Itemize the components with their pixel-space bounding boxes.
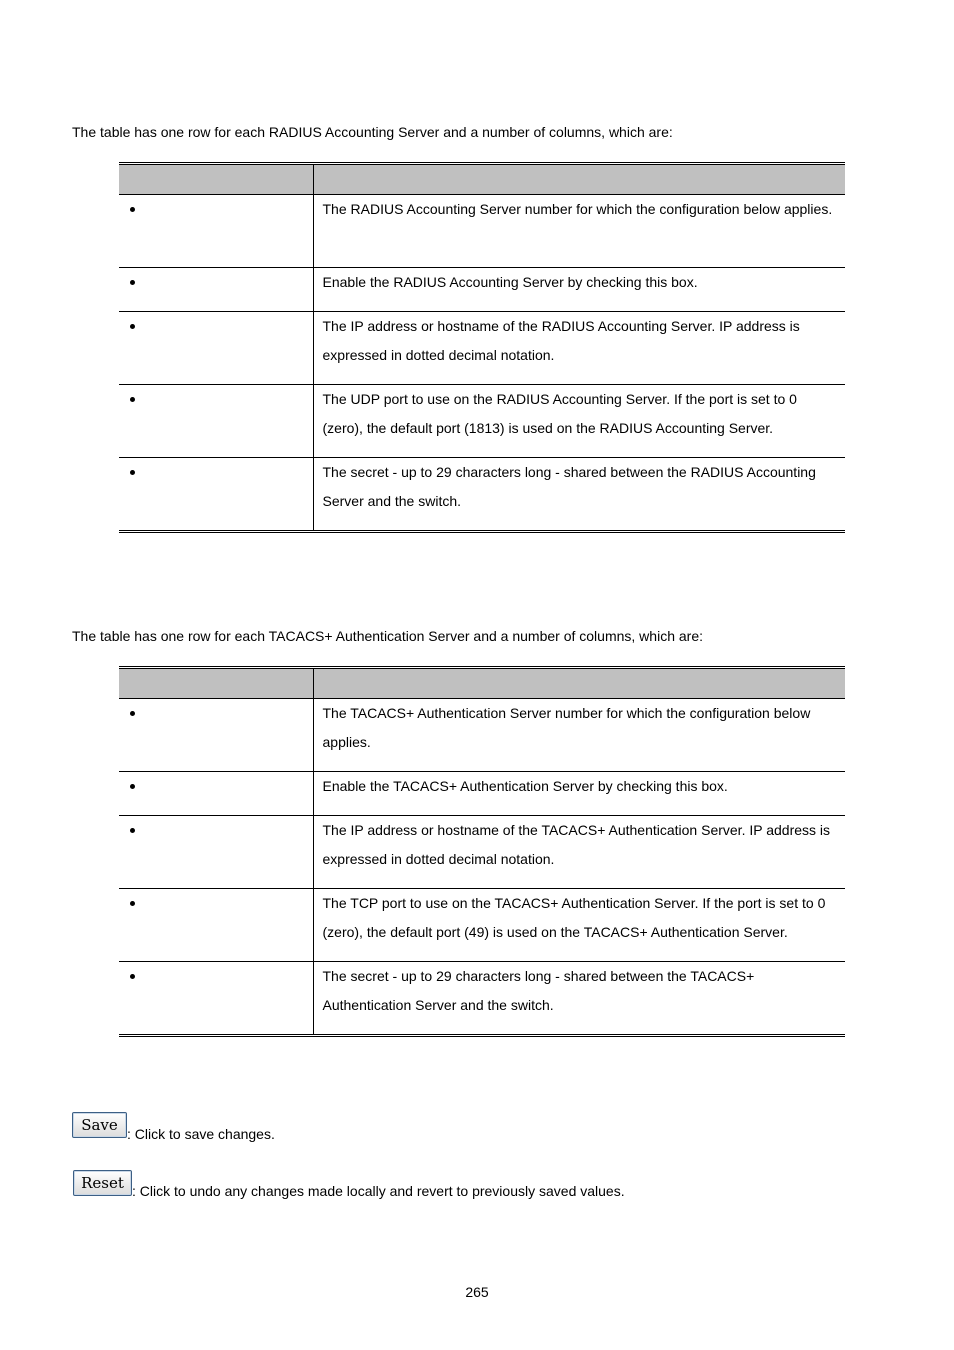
description-cell: Enable the TACACS+ Authentication Server by checking this box. (313, 772, 845, 816)
bullet-icon (130, 974, 135, 979)
bullet-icon (130, 470, 135, 475)
header-cell-description (313, 668, 845, 699)
object-cell (119, 772, 313, 816)
description-cell: The RADIUS Accounting Server number for which the configuration below applies. (313, 195, 845, 268)
description-cell: The IP address or hostname of the TACACS+ Authentication Server. IP address is expressed in dotted decimal notation. (313, 816, 845, 889)
description-cell: The UDP port to use on the RADIUS Accounting Server. If the port is set to 0 (zero), the default port (1813) is used on the RADIUS Accounting Server. (313, 385, 845, 458)
description-cell: The secret - up to 29 characters long - shared between the RADIUS Accounting Server and the switch. (313, 458, 845, 532)
description-cell: Enable the RADIUS Accounting Server by checking this box. (313, 268, 845, 312)
table-row (119, 699, 845, 772)
table-row (119, 962, 845, 1036)
object-cell (119, 962, 313, 1036)
object-cell (119, 889, 313, 962)
save-description: : Click to save changes. (127, 1126, 275, 1142)
bullet-icon (130, 280, 135, 285)
description-cell: The IP address or hostname of the RADIUS Accounting Server. IP address is expressed in dotted decimal notation. (313, 312, 845, 385)
header-cell-description (313, 164, 845, 195)
bullet-icon (130, 397, 135, 402)
header-cell-object (119, 164, 313, 195)
table-row (119, 195, 845, 268)
bullet-icon (130, 711, 135, 716)
table-header-row (119, 164, 845, 195)
bullet-icon (130, 784, 135, 789)
header-cell-object (119, 668, 313, 699)
object-cell (119, 385, 313, 458)
object-cell (119, 699, 313, 772)
object-cell (119, 195, 313, 268)
reset-description: : Click to undo any changes made locally and revert to previously saved values. (132, 1183, 625, 1199)
object-cell (119, 458, 313, 532)
reset-button[interactable]: Reset (73, 1170, 132, 1196)
tacacs-intro-text: The table has one row for each TACACS+ Authentication Server and a number of columns, which are: (72, 628, 703, 644)
table-row (119, 268, 845, 312)
table-row (119, 816, 845, 889)
tacacs-authentication-table (119, 666, 845, 1037)
object-cell (119, 312, 313, 385)
bullet-icon (130, 324, 135, 329)
radius-intro-text: The table has one row for each RADIUS Accounting Server and a number of columns, which are: (72, 124, 673, 140)
table-row (119, 385, 845, 458)
bullet-icon (130, 828, 135, 833)
description-cell: The TACACS+ Authentication Server number for which the configuration below applies. (313, 699, 845, 772)
description-cell: The TCP port to use on the TACACS+ Authentication Server. If the port is set to 0 (zero), the default port (49) is used on the TACACS+ Authentication Server. (313, 889, 845, 962)
radius-accounting-table (119, 162, 845, 533)
table-header-row (119, 668, 845, 699)
table-row (119, 458, 845, 532)
table-row (119, 312, 845, 385)
description-cell: The secret - up to 29 characters long - shared between the TACACS+ Authentication Server and the switch. (313, 962, 845, 1036)
bullet-icon (130, 207, 135, 212)
object-cell (119, 268, 313, 312)
table-row (119, 889, 845, 962)
page-number: 265 (465, 1284, 489, 1300)
table-row (119, 772, 845, 816)
object-cell (119, 816, 313, 889)
save-button[interactable]: Save (72, 1112, 127, 1138)
bullet-icon (130, 901, 135, 906)
